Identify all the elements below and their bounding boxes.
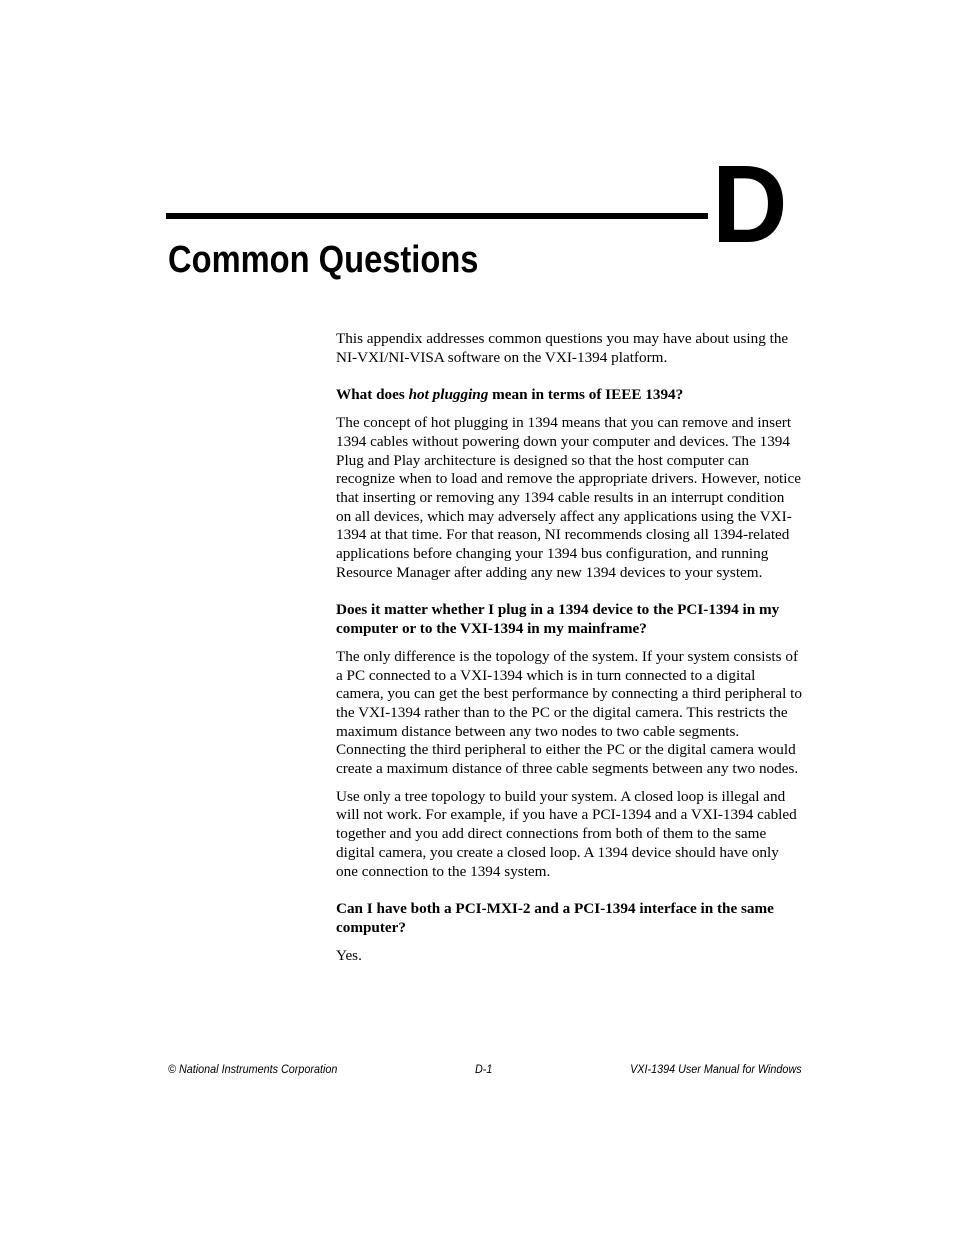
chapter-rule: [166, 213, 708, 219]
question-text: mean in terms of IEEE 1394?: [488, 386, 684, 404]
question-both-interfaces: Can I have both a PCI-MXI-2 and a PCI-1394 interface in the same computer?: [336, 900, 774, 936]
appendix-body: [336, 330, 802, 984]
footer-copyright: © National Instruments Corporation: [168, 1062, 338, 1076]
answer-paragraph: The concept of hot plugging in 1394 means that you can remove and insert 1394 cables without powering down your computer and devices. The 1394 Plug and Play architecture is designed so that the host computer can recognize when to load and remove the appropriate drivers. However, notice that inserting or removing any 1394 cable results in an interrupt condition on all devices, which may adversely affect any applications using the VXI-1394 at that time. For that reason, NI recommends closing all 1394-related applications before changing your 1394 bus configuration, and running Resource Manager after adding any new 1394 devices to your system.: [336, 414, 801, 581]
chapter-title: Common Questions: [168, 239, 479, 281]
intro-paragraph: This appendix addresses common questions you may have about using the NI-VXI/NI-VISA software on the VXI-1394 platform.: [336, 330, 789, 366]
chapter-letter: D: [712, 143, 786, 266]
question-hot-plugging: [336, 386, 802, 405]
question-device-placement: Does it matter whether I plug in a 1394 device to the PCI-1394 in my computer or to the VXI-1394 in my mainframe?: [336, 601, 780, 638]
footer-page-number: D-1: [475, 1062, 493, 1076]
question-text: What does: [336, 386, 409, 404]
question-emphasis: hot plugging: [408, 386, 489, 404]
footer-manual-title: VXI-1394 User Manual for Windows: [630, 1062, 802, 1076]
answer-paragraph: Use only a tree topology to build your system. A closed loop is illegal and will not work. For example, if you have a PCI-1394 and a VXI-1394 cabled together and you add direct connections from both of them to the same digital camera, you create a closed loop. A 1394 device should have only one connection to the 1394 system.: [336, 787, 797, 880]
answer-paragraph: Yes.: [336, 946, 362, 964]
answer-paragraph: The only difference is the topology of the system. If your system consists of a PC connected to a VXI-1394 which is in turn connected to a digital camera, you can get the best performance by connecting a third peripheral to the VXI-1394 rather than to the PC or the digital camera. This restricts the maximum distance between any two nodes to two cable segments. Connecting the third peripheral to either the PC or the digital camera would create a maximum distance of three cable segments between any two nodes.: [336, 647, 802, 778]
